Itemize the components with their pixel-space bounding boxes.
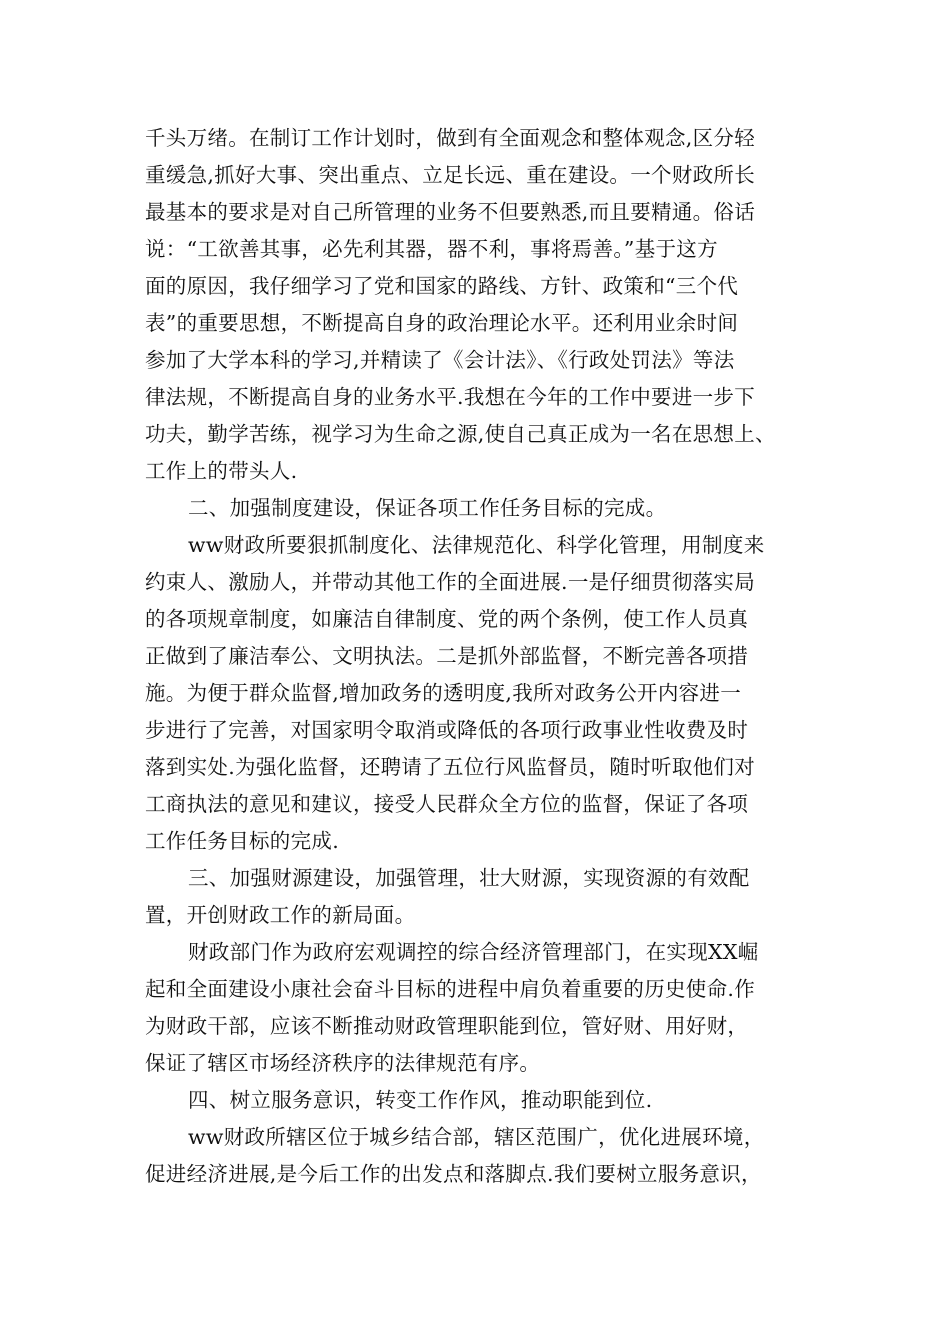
text-line: 保证了辖区市场经济秩序的法律规范有序。 — [145, 1051, 541, 1075]
text-line: 为财政干部，应该不断推动财政管理职能到位，管好财、用好财， — [145, 1014, 749, 1038]
text-line: 工商执法的意见和建议，接受人民群众全方位的监督，保证了各项 — [145, 792, 749, 816]
text-line: 促进经济进展,是今后工作的出发点和落脚点.我们要树立服务意识， — [145, 1162, 762, 1186]
text-line: 步进行了完善，对国家明令取消或降低的各项行政事业性收费及时 — [145, 718, 749, 742]
text-line: ww财政所要狠抓制度化、法律规范化、科学化管理，用制度来 — [188, 533, 765, 557]
text-line: 重缓急,抓好大事、突出重点、立足长远、重在建设。一个财政所长 — [145, 163, 756, 187]
text-line: 面的原因，我仔细学习了党和国家的路线、方针、政策和“三个代 — [145, 274, 739, 298]
text-line: 财政部门作为政府宏观调控的综合经济管理部门，在实现XX崛 — [188, 940, 759, 964]
text-line: 表”的重要思想，不断提高自身的政治理论水平。还利用业余时间 — [145, 311, 739, 335]
section-heading-3: 三、加强财源建设，加强管理，壮大财源，实现资源的有效配 — [188, 866, 750, 890]
text-line: 律法规，不断提高自身的业务水平.我想在今年的工作中要进一步下 — [145, 385, 756, 409]
text-line: 千头万绪。在制订工作计划时，做到有全面观念和整体观念,区分轻 — [145, 126, 756, 150]
text-line: 的各项规章制度，如廉洁自律制度、党的两个条例，使工作人员真 — [145, 607, 749, 631]
text-line: 参加了大学本科的学习,并精读了《会计法》、《行政处罚法》等法 — [145, 348, 735, 372]
text-line: 约束人、激励人，并带动其他工作的全面进展.一是仔细贯彻落实局 — [145, 570, 756, 594]
text-line: 正做到了廉洁奉公、文明执法。二是抓外部监督，不断完善各项措 — [145, 644, 749, 668]
section-heading-4: 四、树立服务意识，转变工作作风，推动职能到位. — [188, 1088, 653, 1112]
text-line: ww财政所辖区位于城乡结合部，辖区范围广，优化进展环境， — [188, 1125, 765, 1149]
text-line: 功夫，勤学苦练，视学习为生命之源,使自己真正成为一名在思想上、 — [145, 422, 776, 446]
text-line: 工作上的带头人. — [145, 459, 298, 483]
text-line: 起和全面建设小康社会奋斗目标的进程中肩负着重要的历史使命.作 — [145, 977, 756, 1001]
text-line: 工作任务目标的完成. — [145, 829, 340, 853]
text-line: 置，开创财政工作的新局面。 — [145, 903, 416, 927]
text-line: 说：“工欲善其事，必先利其器，器不利，事将焉善。”基于这方 — [145, 237, 718, 261]
text-line: 最基本的要求是对自己所管理的业务不但要熟悉,而且要精通。俗话 — [145, 200, 756, 224]
text-line: 施。为便于群众监督,增加政务的透明度,我所对政务公开内容进一 — [145, 681, 742, 705]
text-line: 落到实处.为强化监督，还聘请了五位行风监督员，随时听取他们对 — [145, 755, 756, 779]
section-heading-2: 二、加强制度建设，保证各项工作任务目标的完成。 — [188, 496, 667, 520]
